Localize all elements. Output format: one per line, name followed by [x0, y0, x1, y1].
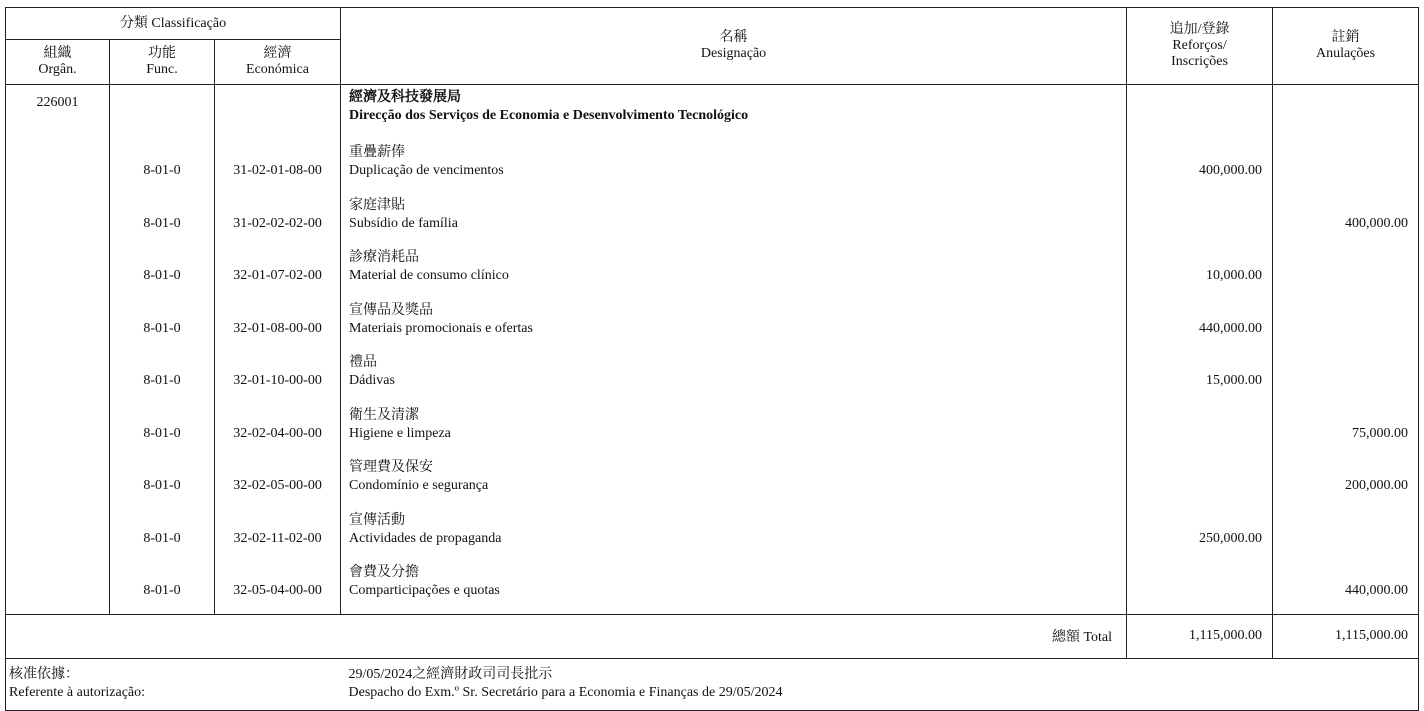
organ-header-pt: Orgân.: [38, 62, 77, 77]
reinforce-amount: [1127, 456, 1273, 509]
cancel-header: [1273, 8, 1419, 85]
designation-cell: [341, 141, 1127, 194]
total-reinforce: 1,115,000.00: [1127, 614, 1273, 658]
designation-pt: Actividades de propaganda: [349, 530, 502, 546]
entity-designation: [341, 85, 1127, 142]
designation-cn: 禮品: [349, 355, 378, 370]
designation-pt: Duplicação de vencimentos: [349, 163, 504, 178]
cancel-header-pt: Anulações: [1315, 46, 1376, 61]
header-row-top: [6, 8, 1419, 40]
designation-cn: 家庭津貼: [349, 197, 406, 213]
organ-header-cn: 組織: [43, 46, 72, 61]
designation-pt: Dádivas: [349, 373, 395, 388]
func-code: 8-01-0: [110, 509, 215, 562]
table-row: [6, 404, 1419, 457]
cancel-amount: [1273, 299, 1419, 352]
table-row: [6, 299, 1419, 352]
designation-cell: [341, 194, 1127, 247]
designation-cell: [341, 351, 1127, 404]
organ-cell: [6, 351, 110, 404]
func-code: 8-01-0: [110, 141, 215, 194]
designation-cn: 宣傳活動: [349, 512, 406, 528]
designation-cn: 宣傳品及獎品: [349, 302, 434, 318]
organ-cell: [6, 561, 110, 614]
organ-cell: [6, 509, 110, 562]
cancel-amount: [1273, 509, 1419, 562]
organ-cell: [6, 246, 110, 299]
reinforce-header: [1127, 8, 1273, 85]
designation-pt: Higiene e limpeza: [349, 425, 451, 441]
cancel-amount: [1273, 351, 1419, 404]
econ-header-cn: 經濟: [263, 46, 292, 61]
func-code: 8-01-0: [110, 456, 215, 509]
empty-cancel-cell: [1273, 85, 1419, 142]
entity-row: [6, 85, 1419, 142]
econ-code: 31-02-01-08-00: [215, 141, 341, 194]
organ-cell: [6, 456, 110, 509]
designation-cell: [341, 456, 1127, 509]
cancel-amount: 440,000.00: [1273, 561, 1419, 614]
organ-cell: [6, 299, 110, 352]
designation-pt: Subsídio de família: [349, 215, 458, 231]
budget-table: [5, 7, 1419, 711]
designation-cell: [341, 246, 1127, 299]
econ-code: 32-02-05-00-00: [215, 456, 341, 509]
func-header-pt: Func.: [146, 62, 178, 77]
designation-cn: 會費及分擔: [349, 565, 420, 580]
organ-cell: [6, 194, 110, 247]
authorization-text: [341, 658, 1419, 710]
func-code: 8-01-0: [110, 404, 215, 457]
reinforce-amount: [1127, 194, 1273, 247]
econ-code: 32-02-04-00-00: [215, 404, 341, 457]
econ-code: 32-01-07-02-00: [215, 246, 341, 299]
authorization-row: [6, 658, 1419, 710]
organ-header: [6, 40, 110, 85]
econ-header: [215, 40, 341, 85]
designation-header: [341, 8, 1127, 85]
classification-header: [6, 8, 341, 40]
econ-code: 31-02-02-02-00: [215, 194, 341, 247]
reinforce-header-pt1: Reforços/: [1172, 38, 1227, 53]
designation-cn: 重疊薪俸: [349, 145, 406, 160]
func-header-cn: 功能: [148, 46, 176, 61]
reinforce-amount: 15,000.00: [1127, 351, 1273, 404]
reinforce-amount: 400,000.00: [1127, 141, 1273, 194]
econ-header-pt: Económica: [246, 62, 309, 77]
authorization-text-pt: Despacho do Exm.º Sr. Secretário para a Economia e Finanças de 29/05/2024: [348, 685, 783, 700]
func-code: 8-01-0: [110, 299, 215, 352]
cancel-amount: [1273, 141, 1419, 194]
authorization-label: [6, 658, 341, 710]
econ-code: 32-01-08-00-00: [215, 299, 341, 352]
empty-econ-cell: [215, 85, 341, 142]
reinforce-amount: 440,000.00: [1127, 299, 1273, 352]
designation-cn: 衛生及清潔: [349, 407, 420, 423]
designation-header-cn: 名稱: [719, 30, 748, 45]
designation-pt: Condomínio e segurança: [349, 478, 489, 493]
reinforce-amount: [1127, 404, 1273, 457]
authorization-label-cn: 核准依據：: [9, 667, 79, 682]
organ-cell: [6, 404, 110, 457]
table-row: [6, 509, 1419, 562]
table-row: [6, 141, 1419, 194]
cancel-amount: [1273, 246, 1419, 299]
table-row: [6, 246, 1419, 299]
econ-code: 32-05-04-00-00: [215, 561, 341, 614]
reinforce-amount: 250,000.00: [1127, 509, 1273, 562]
empty-func-cell: [110, 85, 215, 142]
cancel-amount: 200,000.00: [1273, 456, 1419, 509]
cancel-header-cn: 註銷: [1331, 30, 1360, 45]
table-row: [6, 456, 1419, 509]
total-cancel: 1,115,000.00: [1273, 614, 1419, 658]
designation-pt: Materiais promocionais e ofertas: [349, 320, 533, 336]
table-row: [6, 194, 1419, 247]
empty-reinforce-cell: [1127, 85, 1273, 142]
reinforce-amount: [1127, 561, 1273, 614]
designation-pt: Comparticipações e quotas: [349, 583, 500, 598]
designation-cell: [341, 404, 1127, 457]
cancel-amount: 400,000.00: [1273, 194, 1419, 247]
func-code: 8-01-0: [110, 246, 215, 299]
total-label: 總額 Total: [6, 614, 1127, 658]
econ-code: 32-01-10-00-00: [215, 351, 341, 404]
designation-cn: 管理費及保安: [349, 460, 434, 475]
classification-label: 分類 Classificação: [119, 15, 227, 31]
entity-name-pt: Direcção dos Serviços de Economia e Desenvolvimento Tecnológico: [349, 108, 749, 123]
organ-cell: [6, 141, 110, 194]
cancel-amount: 75,000.00: [1273, 404, 1419, 457]
designation-cell: [341, 509, 1127, 562]
total-row: [6, 614, 1419, 658]
func-code: 8-01-0: [110, 351, 215, 404]
reinforce-header-cn: 追加/登錄: [1169, 22, 1230, 37]
table-row: [6, 351, 1419, 404]
designation-header-pt: Designação: [700, 46, 767, 61]
designation-cn: 診療消耗品: [349, 250, 420, 265]
reinforce-header-pt2: Inscrições: [1171, 54, 1228, 69]
organ-code: 226001: [6, 85, 110, 142]
func-header: [110, 40, 215, 85]
table-row: [6, 561, 1419, 614]
authorization-text-cn: 29/05/2024之經濟財政司司長批示: [348, 667, 553, 682]
econ-code: 32-02-11-02-00: [215, 509, 341, 562]
authorization-label-pt: Referente à autorização:: [9, 685, 146, 700]
designation-cell: [341, 299, 1127, 352]
func-code: 8-01-0: [110, 561, 215, 614]
func-code: 8-01-0: [110, 194, 215, 247]
entity-name-cn: 經濟及科技發展局: [349, 90, 462, 105]
reinforce-amount: 10,000.00: [1127, 246, 1273, 299]
designation-pt: Material de consumo clínico: [349, 268, 509, 283]
designation-cell: [341, 561, 1127, 614]
